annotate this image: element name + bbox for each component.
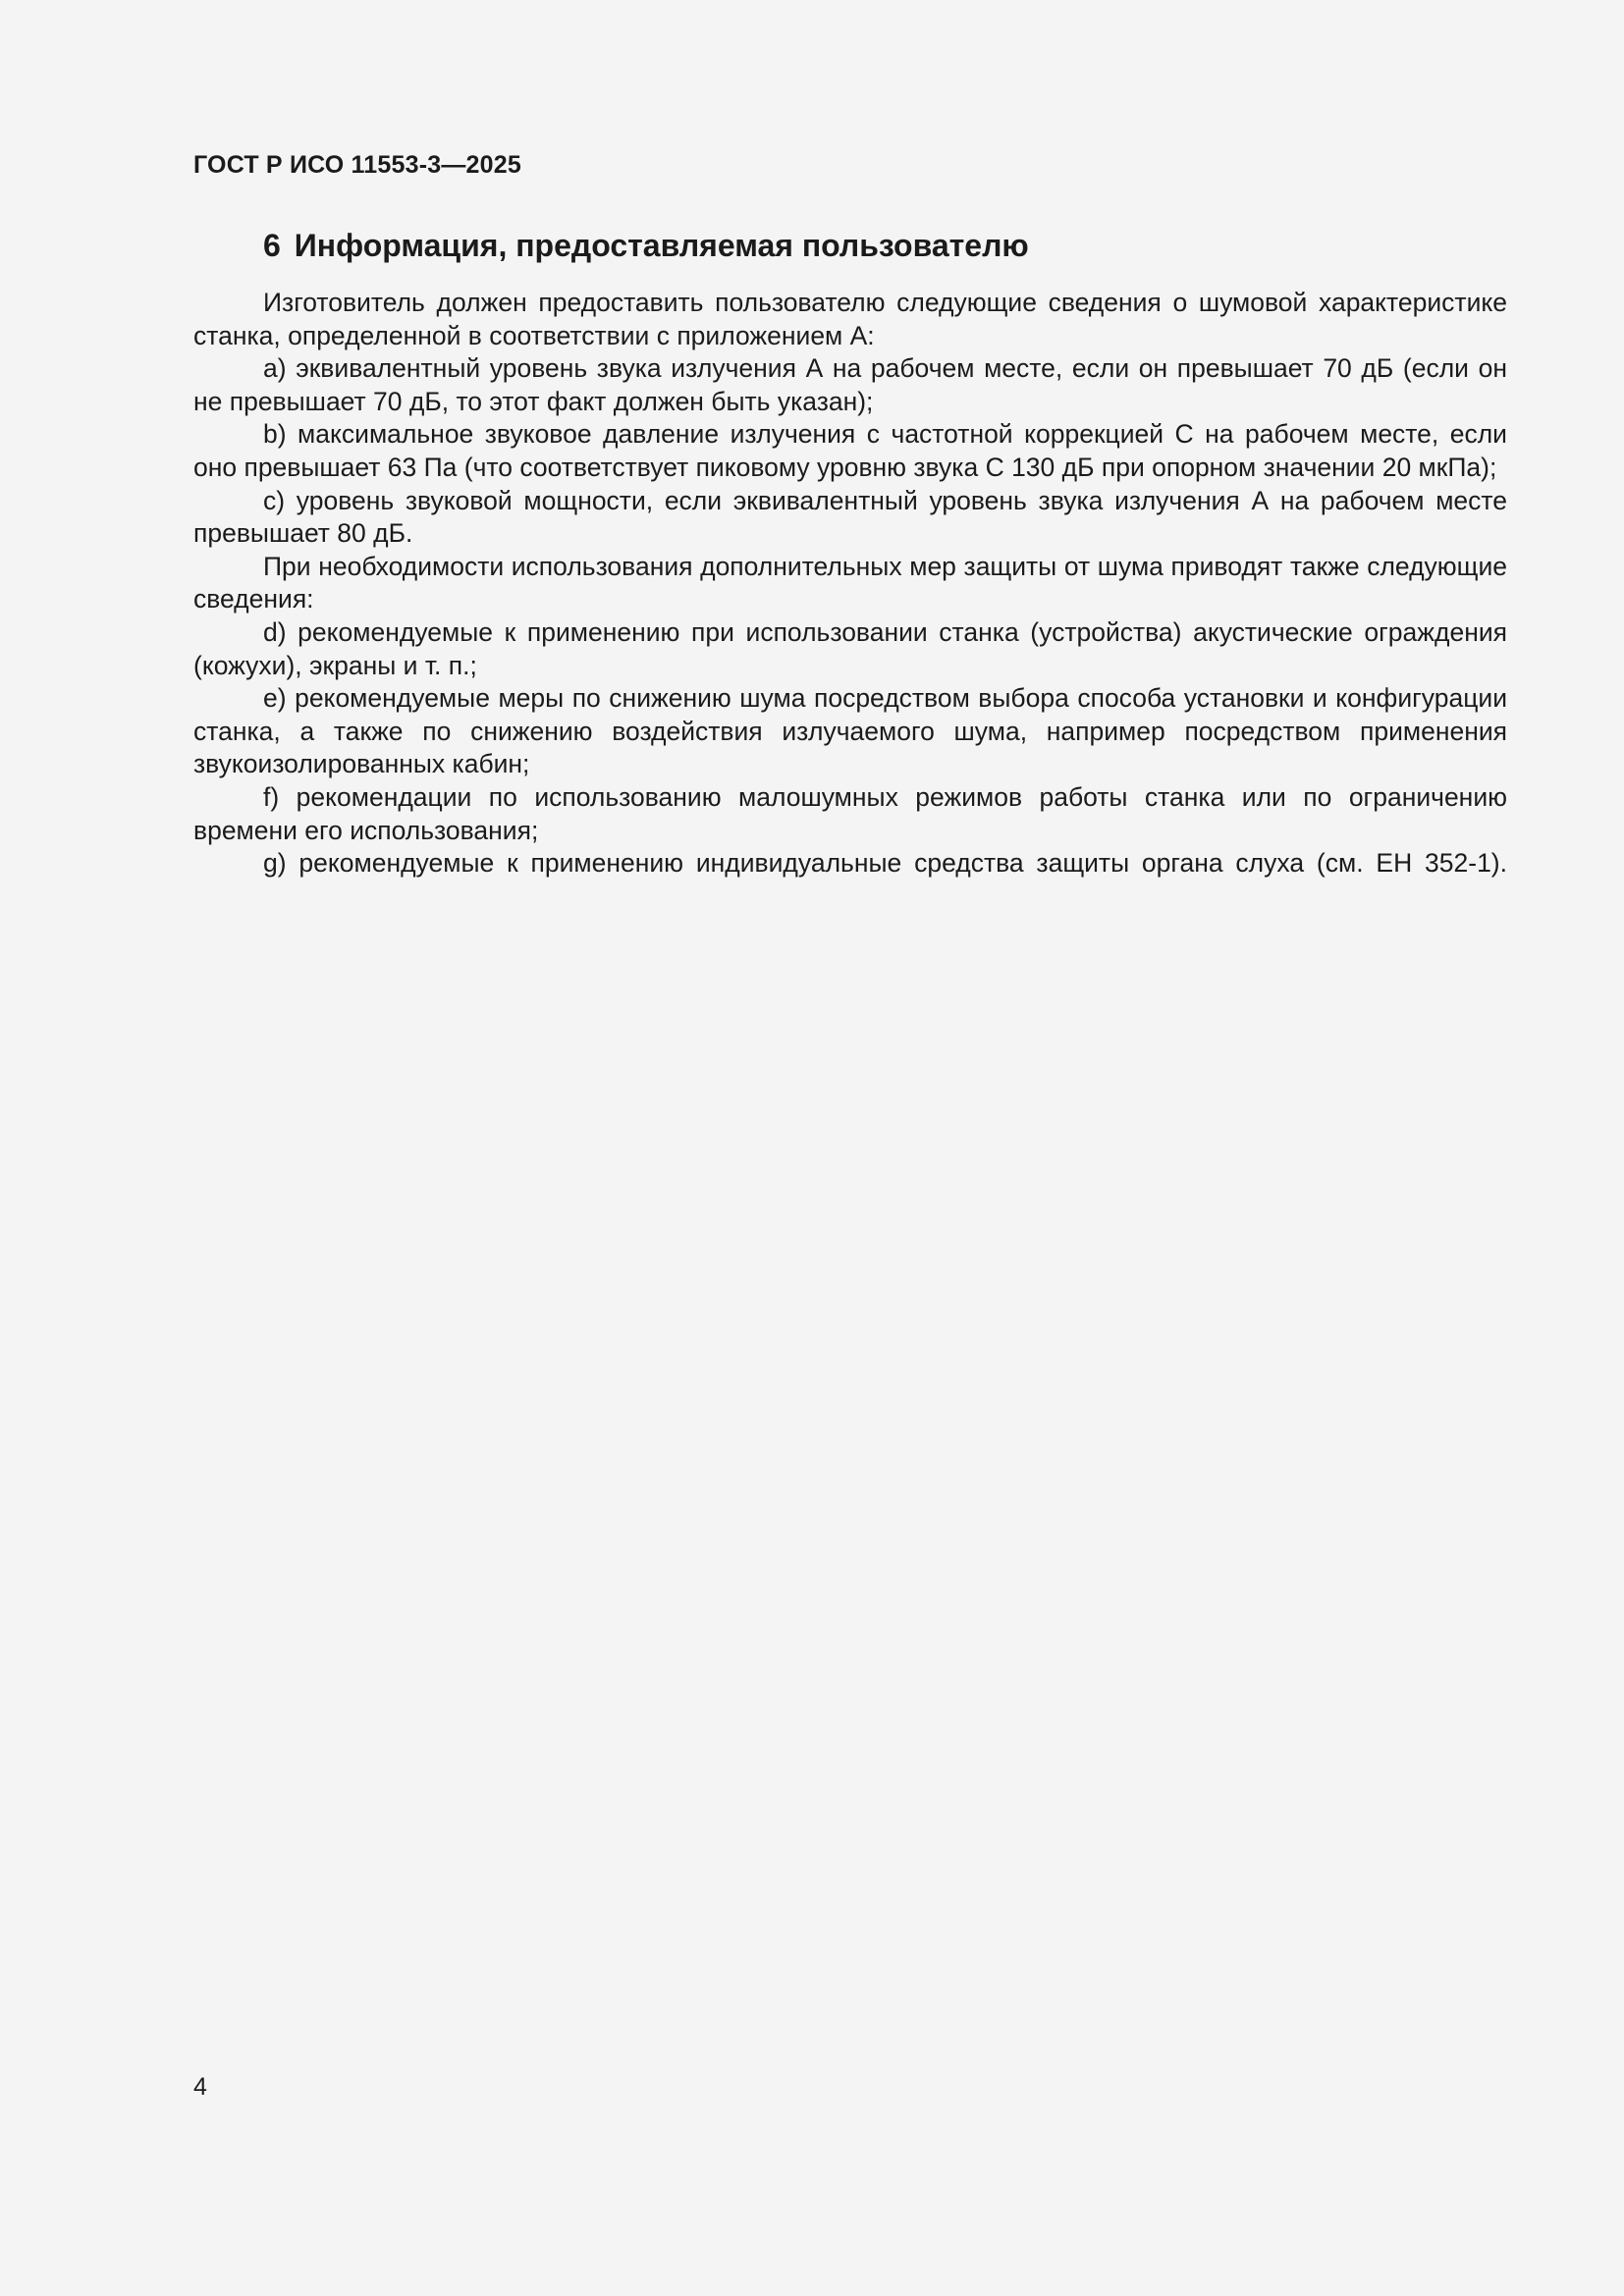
section-number: 6 <box>263 228 281 263</box>
document-code-header: ГОСТ Р ИСО 11553-3—2025 <box>193 151 521 179</box>
paragraph-additional-measures: При необходимости использования дополнительных мер защиты от шума приводят также следующие сведения: <box>193 551 1507 614</box>
list-item-a: a) эквивалентный уровень звука излучения А на рабочем месте, если он превышает 70 дБ (если он не превышает 70 дБ, то этот факт должен быть указан); <box>193 353 1507 416</box>
list-item-f: f) рекомендации по использованию малошумных режимов работы станка или по ограничению времени его использования; <box>193 781 1507 845</box>
list-item-c: c) уровень звуковой мощности, если эквивалентный уровень звука излучения А на рабочем месте превышает 80 дБ. <box>193 485 1507 549</box>
list-item-d: d) рекомендуемые к применению при использовании станка (устройства) акустические ограждения (кожухи), экраны и т. п.; <box>193 616 1507 680</box>
paragraph-intro: Изготовитель должен предоставить пользователю следующие сведения о шумовой характеристике станка, определенной в соответствии с приложением А: <box>193 288 1507 350</box>
section-title: Информация, предоставляемая пользователю <box>294 228 1029 263</box>
list-item-b: b) максимальное звуковое давление излучения с частотной коррекцией С на рабочем месте, если оно превышает 63 Па (что соответствует пиковому уровню звука С 130 дБ при опорном значении 20 мкПа); <box>193 419 1507 482</box>
list-item-g: g) рекомендуемые к применению индивидуальные средства защиты органа слуха (см. ЕН 352-1). <box>263 848 1507 879</box>
list-item-e: e) рекомендуемые меры по снижению шума посредством выбора способа установки и конфигурации станка, а также по снижению воздействия излучаемого шума, например посредством применения звукоизолированных кабин; <box>193 683 1507 779</box>
section-body <box>193 287 1507 881</box>
section-heading <box>263 224 1029 267</box>
page-number: 4 <box>193 2073 207 2101</box>
